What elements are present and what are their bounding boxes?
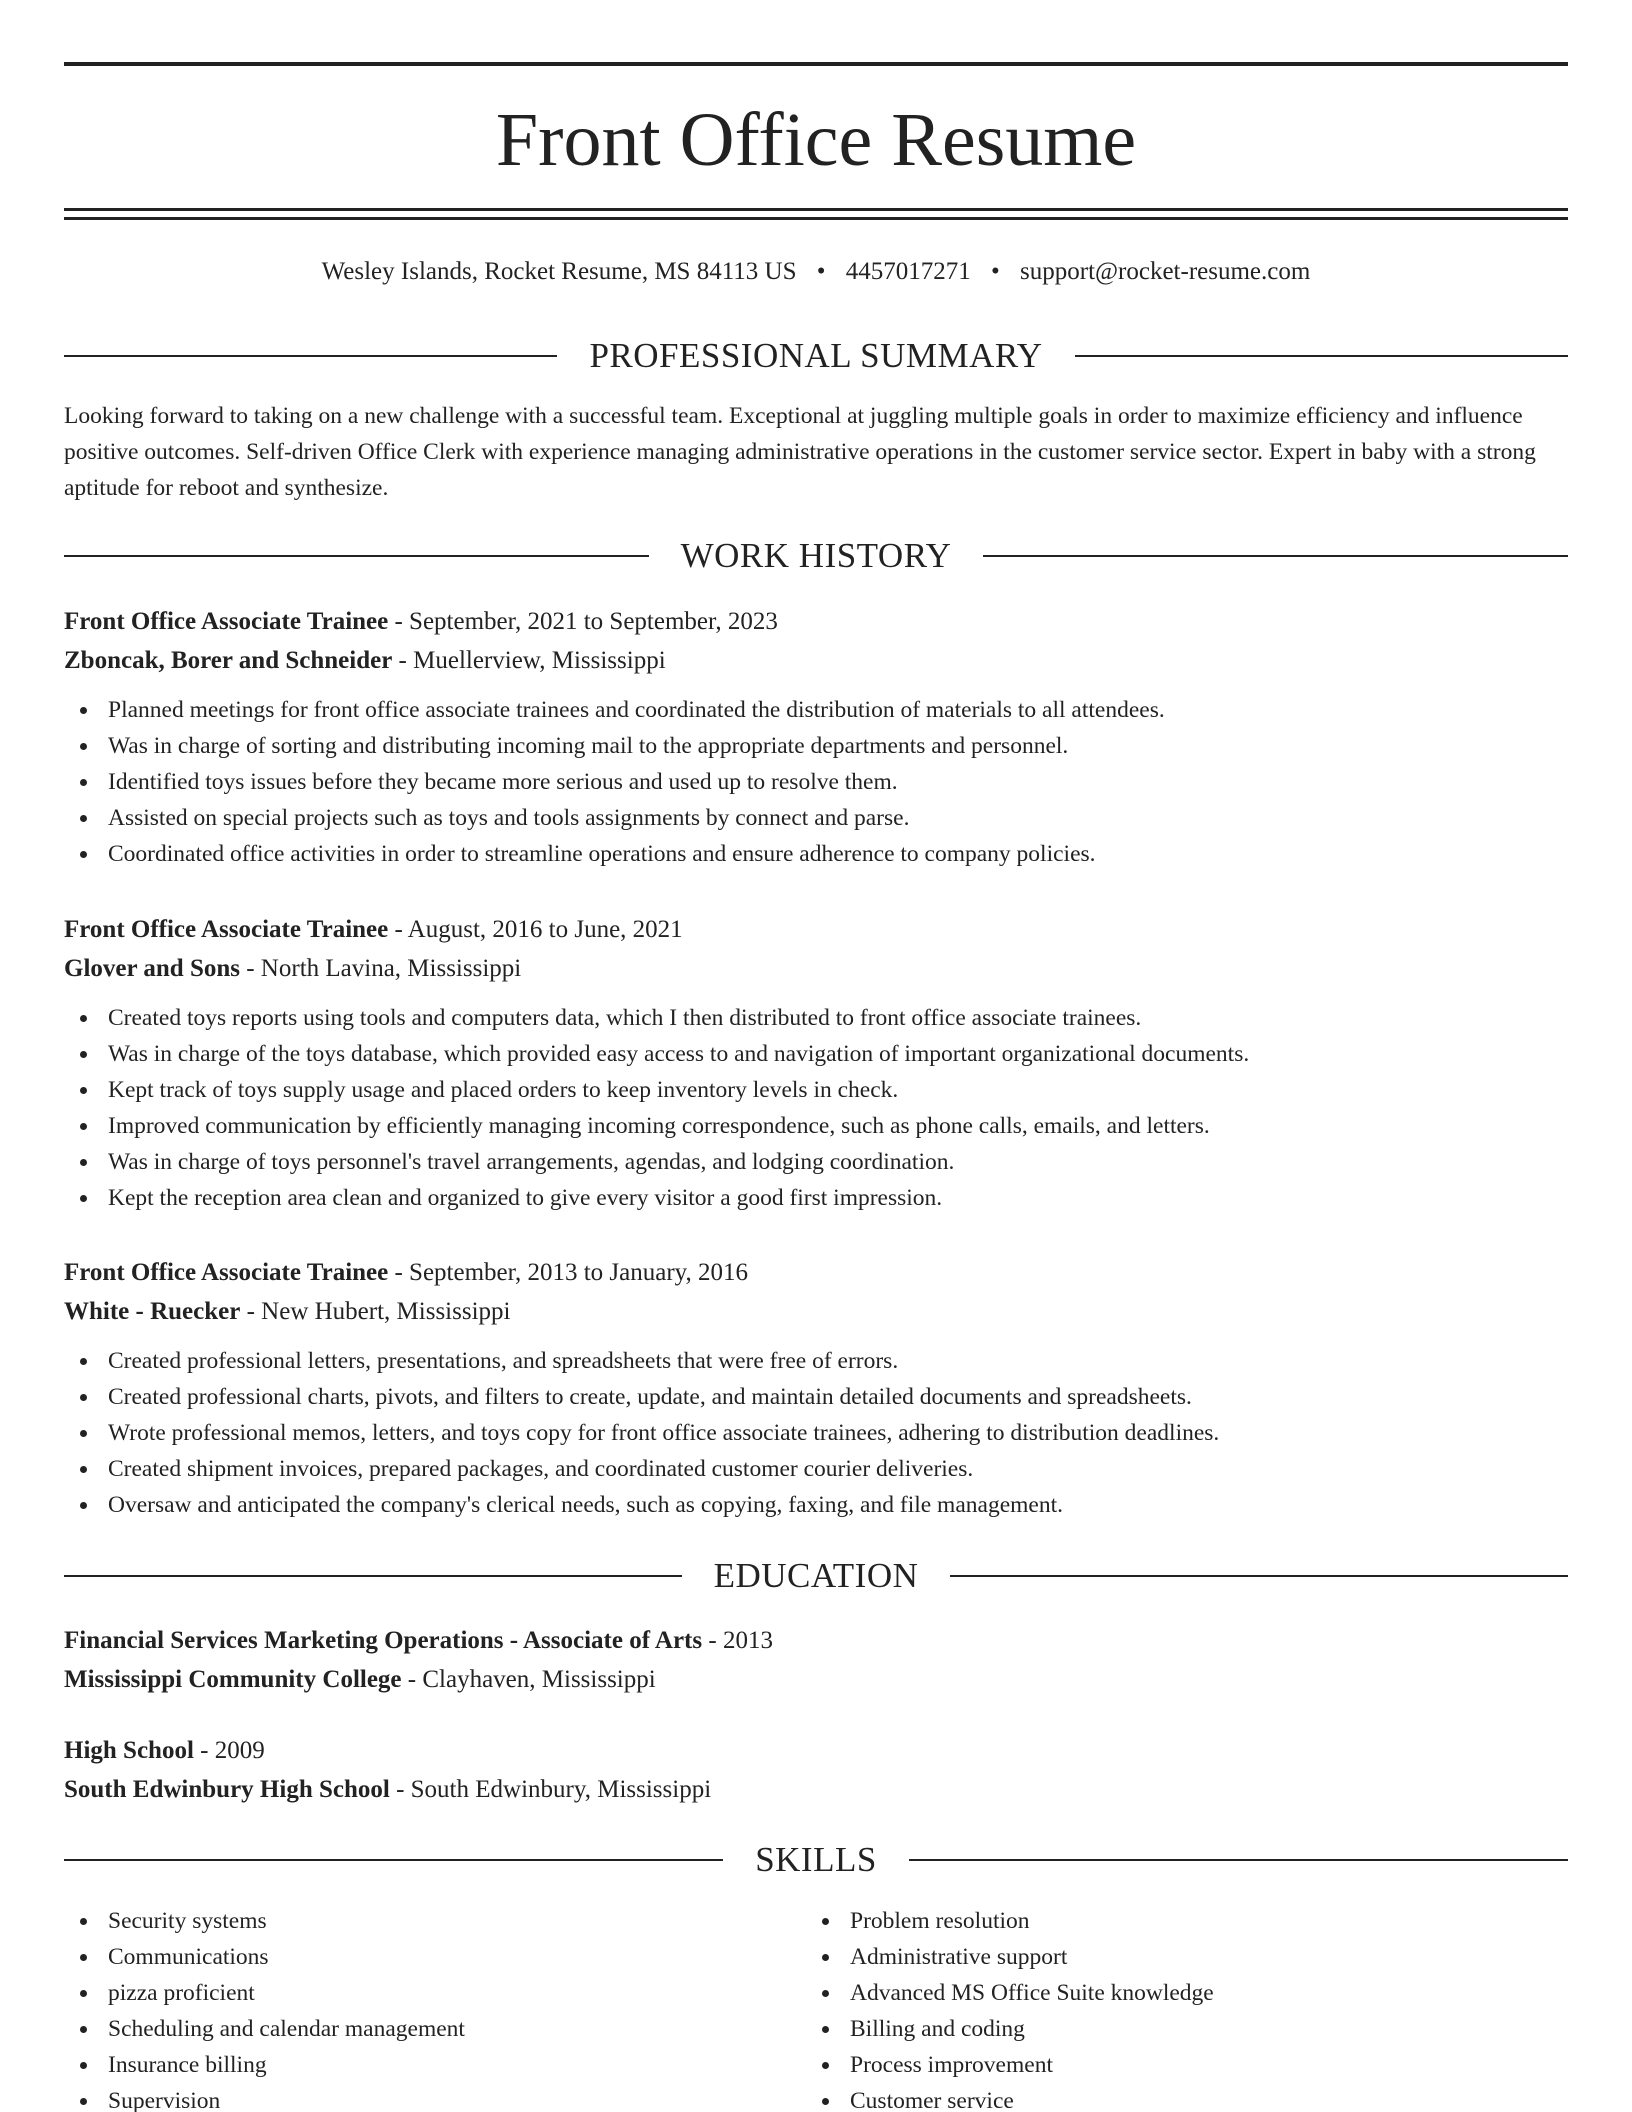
- degree-year: - 2009: [193, 1737, 265, 1764]
- list-item: Was in charge of sorting and distributing incoming mail to the appropriate departments and personnel.: [64, 728, 1568, 764]
- contact-separator: •: [816, 258, 826, 285]
- skill-item: Advanced MS Office Suite knowledge: [806, 1975, 1548, 2011]
- school-name: Mississippi Community College: [64, 1666, 402, 1693]
- job-title-line: [64, 1253, 1568, 1292]
- degree-year: - 2013: [702, 1627, 773, 1654]
- list-item: Created professional charts, pivots, and filters to create, update, and maintain detailed documents and spreadsheets.: [64, 1379, 1568, 1415]
- divider-line: [909, 1859, 1568, 1861]
- company-location: - New Hubert, Mississippi: [240, 1298, 511, 1325]
- list-item: Created toys reports using tools and computers data, which I then distributed to front office associate trainees.: [64, 1000, 1568, 1036]
- school-location: - South Edwinbury, Mississippi: [389, 1776, 712, 1803]
- section-skills-heading: [64, 1838, 1568, 1882]
- skill-item: Administrative support: [806, 1939, 1548, 1975]
- list-item: Coordinated office activities in order to streamline operations and ensure adherence to company policies.: [64, 836, 1568, 872]
- list-item: Created shipment invoices, prepared packages, and coordinated customer courier deliveries.: [64, 1451, 1568, 1487]
- list-item: Identified toys issues before they became more serious and used up to resolve them.: [64, 764, 1568, 800]
- list-item: Was in charge of toys personnel's travel arrangements, agendas, and lodging coordination.: [64, 1144, 1568, 1180]
- divider-line: [64, 355, 557, 357]
- divider-line: [983, 555, 1568, 557]
- skill-item: Process improvement: [806, 2047, 1548, 2083]
- list-item: Oversaw and anticipated the company's clerical needs, such as copying, faxing, and file management.: [64, 1487, 1568, 1523]
- skill-item: Communications: [64, 1939, 806, 1975]
- job-title: Front Office Associate Trainee: [64, 916, 389, 943]
- skills-column-left: [64, 1903, 806, 2112]
- work-entry: [64, 602, 1568, 872]
- section-education-heading: [64, 1554, 1568, 1598]
- job-bullets: [64, 692, 1568, 872]
- job-bullets: [64, 1343, 1568, 1523]
- skill-item: Security systems: [64, 1903, 806, 1939]
- school-line: [64, 1770, 1568, 1809]
- company-line: [64, 641, 1568, 680]
- section-title: EDUCATION: [713, 1556, 919, 1595]
- work-entry: [64, 1253, 1568, 1523]
- job-title: Front Office Associate Trainee: [64, 608, 389, 635]
- section-work-heading: [64, 534, 1568, 578]
- job-title: Front Office Associate Trainee: [64, 1259, 389, 1286]
- company-name: Glover and Sons: [64, 955, 240, 982]
- company-line: [64, 1292, 1568, 1331]
- skill-item: Supervision: [64, 2083, 806, 2112]
- education-entry: [64, 1731, 1568, 1809]
- company-location: - North Lavina, Mississippi: [239, 955, 522, 982]
- education-entry: [64, 1621, 1568, 1699]
- company-line: [64, 949, 1568, 988]
- skill-item: Billing and coding: [806, 2011, 1548, 2047]
- title-double-rule: [64, 208, 1568, 220]
- school-name: South Edwinbury High School: [64, 1776, 390, 1803]
- degree-line: [64, 1731, 1568, 1770]
- divider-line: [64, 1575, 682, 1577]
- job-title-line: [64, 910, 1568, 949]
- contact-phone: 4457017271: [845, 258, 971, 285]
- list-item: Kept track of toys supply usage and placed orders to keep inventory levels in check.: [64, 1072, 1568, 1108]
- job-dates: - September, 2013 to January, 2016: [388, 1259, 749, 1286]
- job-dates: - September, 2021 to September, 2023: [388, 608, 778, 635]
- school-location: - Clayhaven, Mississippi: [401, 1666, 656, 1693]
- skills-list: [64, 1903, 1568, 2112]
- skill-item: Problem resolution: [806, 1903, 1548, 1939]
- list-item: Created professional letters, presentations, and spreadsheets that were free of errors.: [64, 1343, 1568, 1379]
- divider-line: [950, 1575, 1568, 1577]
- section-summary-heading: [64, 334, 1568, 378]
- skill-item: Insurance billing: [64, 2047, 806, 2083]
- summary-text: Looking forward to taking on a new challenge with a successful team. Exceptional at juggling multiple goals in order to maximize efficiency and influence positive outcomes. Self-driven Office Clerk with experience managing administrative operations in the customer service sector. Expert in baby with a strong aptitude for reboot and synthesize.: [64, 403, 1536, 501]
- skill-item: Scheduling and calendar management: [64, 2011, 806, 2047]
- degree-name: High School: [64, 1737, 194, 1764]
- school-line: [64, 1660, 1568, 1699]
- job-bullets: [64, 1000, 1568, 1216]
- skill-item: Customer service: [806, 2083, 1548, 2112]
- job-title-line: [64, 602, 1568, 641]
- top-rule: [64, 62, 1568, 66]
- divider-line: [64, 1859, 723, 1861]
- skill-item: pizza proficient: [64, 1975, 806, 2011]
- page-title: Front Office Resume: [495, 98, 1137, 182]
- section-title: PROFESSIONAL SUMMARY: [589, 336, 1043, 375]
- section-title: WORK HISTORY: [680, 536, 952, 575]
- divider-line: [1075, 355, 1568, 357]
- list-item: Wrote professional memos, letters, and toys copy for front office associate trainees, adhering to distribution deadlines.: [64, 1415, 1568, 1451]
- divider-line: [64, 555, 649, 557]
- list-item: Assisted on special projects such as toys and tools assignments by connect and parse.: [64, 800, 1568, 836]
- list-item: Kept the reception area clean and organized to give every visitor a good first impression.: [64, 1180, 1568, 1216]
- contact-separator: •: [991, 258, 1000, 285]
- work-entry: [64, 910, 1568, 1216]
- contact-address: Wesley Islands, Rocket Resume, MS 84113 US: [321, 258, 797, 285]
- company-name: Zboncak, Borer and Schneider: [64, 647, 393, 674]
- list-item: Planned meetings for front office associate trainees and coordinated the distribution of materials to all attendees.: [64, 692, 1568, 728]
- list-item: Improved communication by efficiently managing incoming correspondence, such as phone calls, emails, and letters.: [64, 1108, 1568, 1144]
- section-title: SKILLS: [755, 1840, 877, 1879]
- degree-name: Financial Services Marketing Operations - Associate of Arts: [64, 1627, 703, 1654]
- contact-line: [64, 254, 1568, 290]
- job-dates: - August, 2016 to June, 2021: [388, 916, 683, 943]
- list-item: Was in charge of the toys database, which provided easy access to and navigation of important organizational documents.: [64, 1036, 1568, 1072]
- skills-column-right: [806, 1903, 1548, 2112]
- company-name: White - Ruecker: [64, 1298, 241, 1325]
- contact-email: support@rocket-resume.com: [1020, 258, 1311, 285]
- company-location: - Muellerview, Mississippi: [392, 647, 666, 674]
- degree-line: [64, 1621, 1568, 1660]
